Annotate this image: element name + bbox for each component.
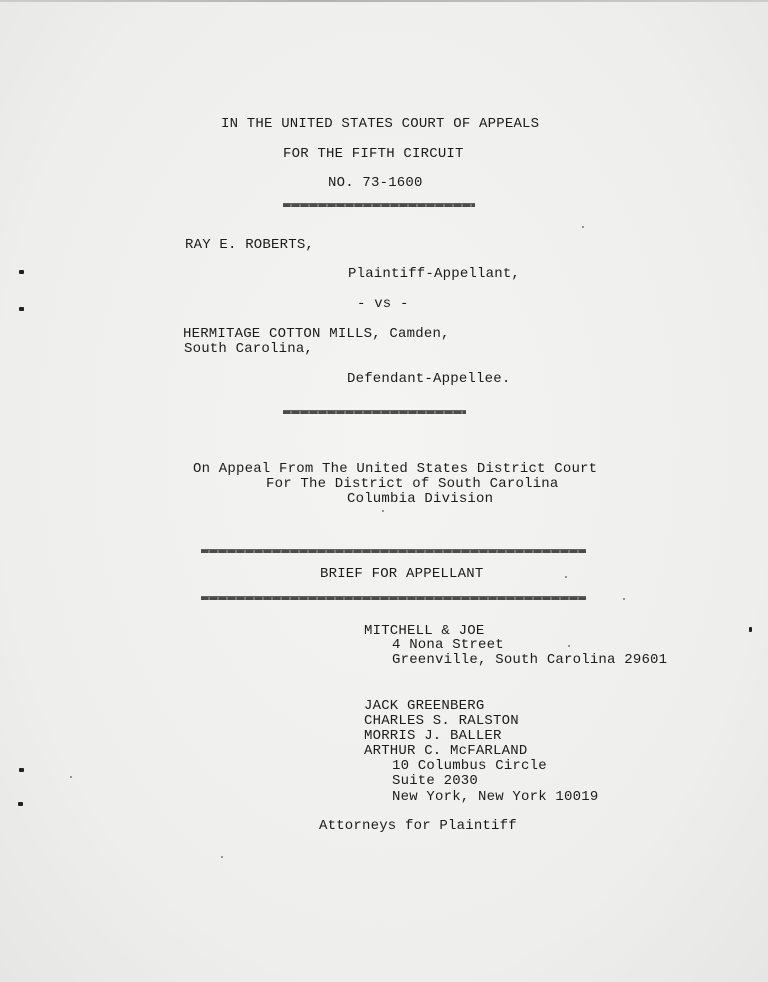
attorneys-for-line: Attorneys for Plaintiff	[319, 818, 517, 834]
local-firm-name: MITCHELL & JOE	[364, 623, 485, 639]
defendant-name-line1: HERMITAGE COTTON MILLS, Camden,	[183, 326, 450, 342]
court-name-line: IN THE UNITED STATES COURT OF APPEALS	[221, 116, 540, 132]
margin-mark	[19, 768, 24, 772]
scan-speck	[582, 226, 584, 228]
title-top-rule	[201, 549, 586, 553]
margin-mark	[19, 270, 24, 274]
national-street: 10 Columbus Circle	[392, 758, 547, 774]
defendant-name-line2: South Carolina,	[184, 341, 314, 357]
parties-divider-rule	[283, 410, 466, 414]
scan-speck	[568, 645, 570, 647]
caption-divider-rule	[283, 203, 475, 207]
plaintiff-name: RAY E. ROBERTS,	[185, 237, 315, 253]
defendant-role: Defendant-Appellee.	[347, 371, 511, 387]
scan-speck	[623, 598, 625, 600]
versus-text: - vs -	[357, 296, 409, 312]
attorney-name: MORRIS J. BALLER	[364, 728, 502, 744]
scan-speck	[221, 856, 223, 858]
plaintiff-role: Plaintiff-Appellant,	[348, 266, 521, 282]
national-city: New York, New York 10019	[392, 789, 599, 805]
margin-mark	[749, 627, 752, 632]
local-firm-street: 4 Nona Street	[392, 637, 504, 653]
appeal-line1: On Appeal From The United States District Court	[193, 461, 598, 477]
case-number: NO. 73-1600	[328, 175, 423, 191]
circuit-line: FOR THE FIFTH CIRCUIT	[283, 146, 464, 162]
page-top-edge	[0, 0, 768, 2]
appeal-line3: Columbia Division	[347, 491, 494, 507]
local-firm-city: Greenville, South Carolina 29601	[392, 652, 668, 668]
attorney-name: ARTHUR C. McFARLAND	[364, 743, 528, 759]
title-bottom-rule	[201, 596, 586, 600]
national-suite: Suite 2030	[392, 773, 479, 789]
margin-mark	[19, 307, 24, 311]
attorney-name: CHARLES S. RALSTON	[364, 713, 519, 729]
scan-speck	[382, 510, 384, 512]
margin-mark	[18, 802, 23, 806]
attorney-name: JACK GREENBERG	[364, 698, 485, 714]
scan-speck	[565, 576, 567, 578]
brief-title: BRIEF FOR APPELLANT	[320, 566, 484, 582]
appeal-line2: For The District of South Carolina	[266, 476, 559, 492]
scan-speck	[70, 776, 72, 778]
